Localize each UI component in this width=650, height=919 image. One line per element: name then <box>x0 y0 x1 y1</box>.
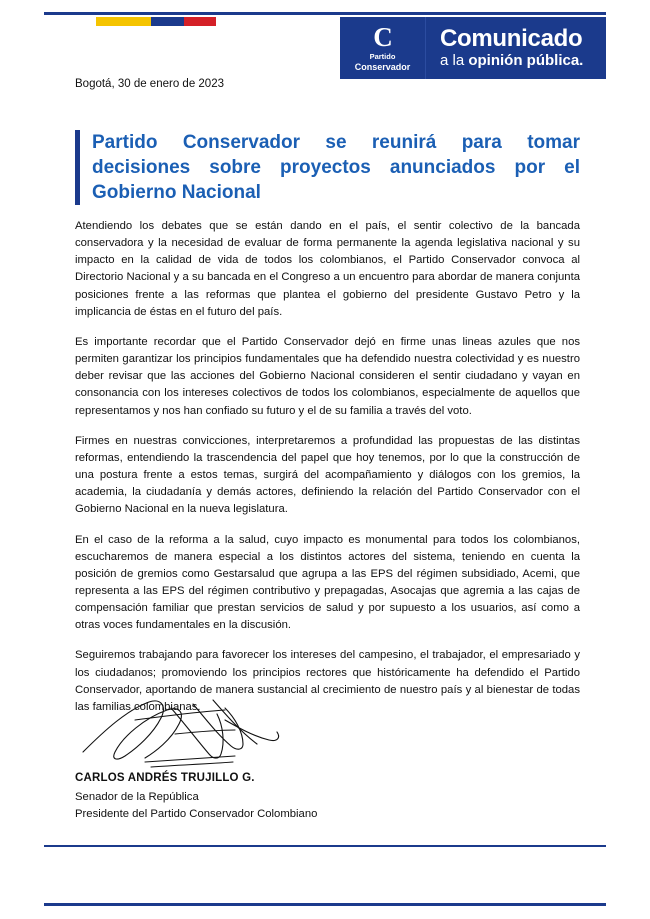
banner-subtitle-bold: opinión pública. <box>468 52 584 70</box>
banner-subtitle <box>440 52 583 70</box>
party-logo <box>340 17 426 79</box>
banner-subtitle-plain: a la <box>440 52 469 70</box>
flag-stripe-blue <box>151 17 183 26</box>
signer-name: CARLOS ANDRÉS TRUJILLO G. <box>75 772 255 784</box>
dateline: Bogotá, 30 de enero de 2023 <box>75 78 224 90</box>
title-accent-bar <box>75 130 80 205</box>
logo-line-1: Partido <box>369 52 396 62</box>
signer-role-2: Presidente del Partido Conservador Colombiano <box>75 808 318 820</box>
signer-role-1: Senador de la República <box>75 791 199 803</box>
title-block <box>75 130 580 205</box>
banner-text <box>426 26 583 70</box>
paragraph-3: Firmes en nuestras convicciones, interpretaremos a profundidad las propuestas de las distintas reformas, entendiendo la trascendencia del papel que hoy tenemos, por lo que la construcción de una postura frente a estos temas, surgirá del acompañamiento y diálogos con los gremios, la academia, la ciudadanía y demás actores, definiendo la relación del Partido Conservador con el Gobierno Nacional en la nueva legislatura. <box>75 434 580 516</box>
handwritten-signature <box>75 690 335 770</box>
flag-stripe-red <box>184 17 216 26</box>
footer-rule <box>44 903 606 906</box>
page-title: Partido Conservador se reunirá para tomar decisiones sobre proyectos anunciados por el Gobierno Nacional <box>92 132 580 204</box>
body-text <box>75 218 580 729</box>
flag-stripe-yellow <box>96 17 151 26</box>
banner-title: Comunicado <box>440 24 583 52</box>
header-banner <box>340 17 606 79</box>
logo-line-2: Conservador <box>354 61 411 72</box>
paragraph-2: Es importante recordar que el Partido Conservador dejó en firme unas lineas azules que nos permiten garantizar los principios fundamentales que ha defendido nuestra colectividad y es nuestro deber revisar que las acciones del Gobierno Nacional consideren el sentir ciudadano y vayan en consonancia con los intereses colectivos de todos los colombianos, especialmente de aquellos que representamos y nos han confiado su futuro y el de su familia a través del voto. <box>75 335 580 417</box>
paragraph-5: Seguiremos trabajando para favorecer los intereses del campesino, el trabajador, el empresariado y los ciudadanos; promoviendo los principios rectores que históricamente ha defendido el Partido Conservador, aportando de manera sustancial al crecimiento de nuestro país y al bienestar de todas las familias colombianas. <box>75 649 580 713</box>
colombian-flag-bar <box>96 17 216 26</box>
paragraph-1: Atendiendo los debates que se están dando en el país, el sentir colectivo de la bancada conservadora y la necesidad de evaluar de forma permanente la agenda legislativa nacional y su impacto en la calidad de vida de todos los colombianos, el Partido Conservador convoca al Directorio Nacional y a su bancada en el Congreso a un encuentro para abordar de manera conjunta posiciones frente a las reformas que plantea el gobierno del presidente Gustavo Petro y la implicancia de éstas en el futuro del país. <box>75 220 580 318</box>
paragraph-4: En el caso de la reforma a la salud, cuyo impacto es monumental para todos los colombianos, escucharemos de manera especial a los distintos actores del sistema, teniendo en cuenta la posición de gremios como Gestarsalud que agrupa a las EPS del régimen subsidiado, Acemi, que representa a las EPS del régimen contributivo y prepagadas, Asocajas que agremia a las cajas de compensación familiar que prestan servicios de salud y por supuesto a los usuarios, así como a otras voces fundamentales en la discusión. <box>75 533 580 632</box>
top-divider-rule <box>44 12 606 15</box>
bottom-divider-rule <box>44 845 606 847</box>
logo-c-icon: C <box>373 22 392 53</box>
